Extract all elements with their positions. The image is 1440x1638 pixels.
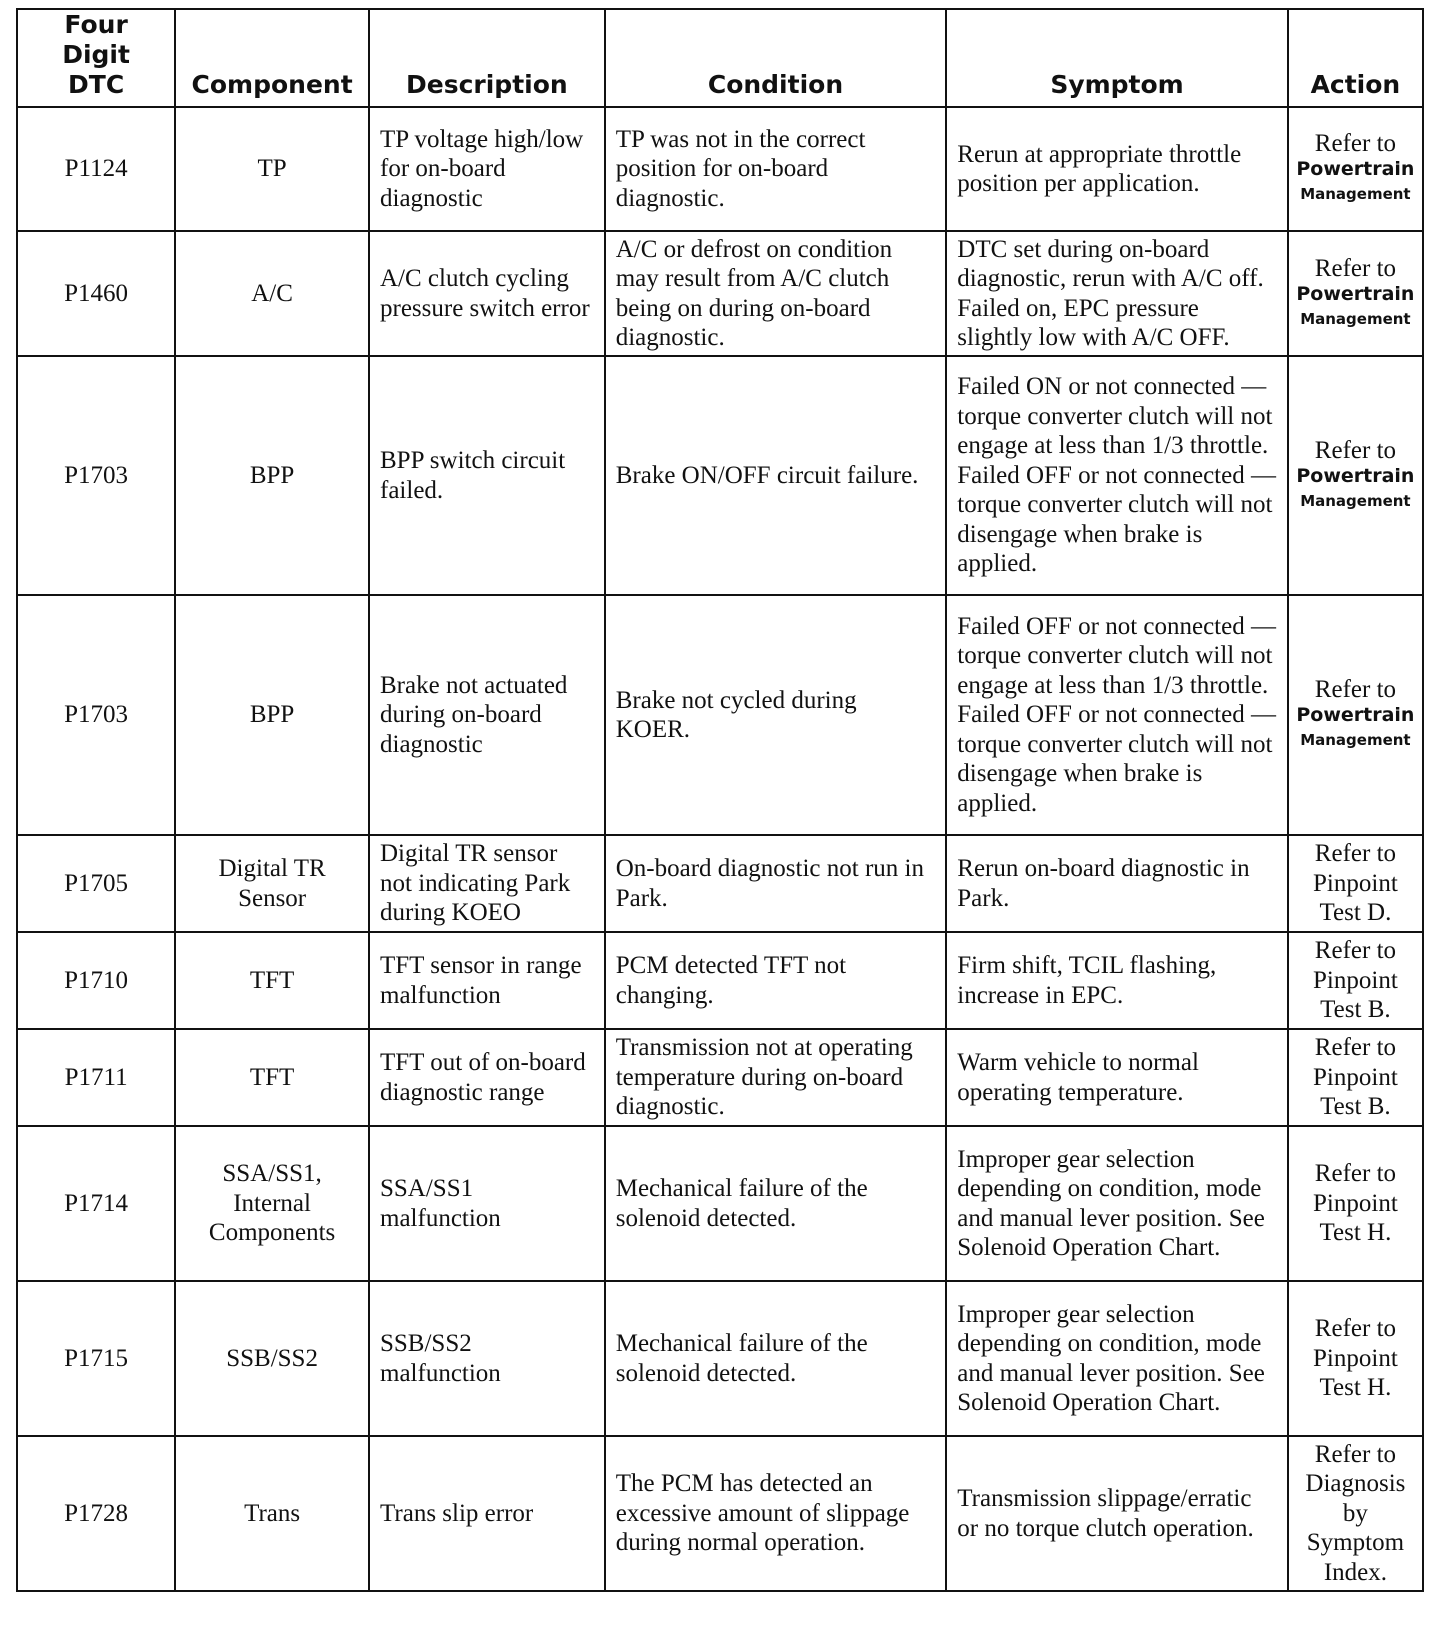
action-line: Pinpoint	[1313, 966, 1398, 994]
description-cell: BPP switch circuit failed.	[369, 356, 605, 595]
table-body	[17, 107, 1423, 1591]
action-line: Refer to	[1314, 676, 1397, 703]
table-row	[17, 1436, 1423, 1591]
action-line: Management	[1300, 185, 1411, 203]
condition-cell: A/C or defrost on condition may result from A/C clutch being on during on-board diagnostic.	[605, 231, 947, 356]
description-cell: TP voltage high/low for on-board diagnostic	[369, 107, 605, 231]
header-condition: Condition	[605, 9, 947, 107]
dtc-code-cell: P1711	[17, 1029, 175, 1126]
action-line: Refer to	[1314, 130, 1397, 157]
header-four-digit-dtc: Four Digit DTC	[17, 9, 175, 107]
header-description: Description	[369, 9, 605, 107]
description-cell: SSB/SS2 malfunction	[369, 1281, 605, 1436]
action-line: Test B.	[1320, 996, 1391, 1024]
table-row	[17, 595, 1423, 835]
action-cell	[1288, 107, 1423, 231]
table-row	[17, 1126, 1423, 1281]
description-cell: Brake not actuated during on-board diagnostic	[369, 595, 605, 835]
component-cell: Trans	[175, 1436, 369, 1591]
symptom-cell: Rerun on-board diagnostic in Park.	[946, 835, 1288, 932]
dtc-code-cell: P1728	[17, 1436, 175, 1591]
action-cell	[1288, 1126, 1423, 1281]
action-line: Powertrain	[1296, 282, 1415, 305]
dtc-code-cell: P1705	[17, 835, 175, 932]
condition-cell: Brake ON/OFF circuit failure.	[605, 356, 947, 595]
action-line: by	[1342, 1499, 1368, 1527]
symptom-cell: Rerun at appropriate throttle position per application.	[946, 107, 1288, 231]
description-cell: Trans slip error	[369, 1436, 605, 1591]
action-line: Management	[1300, 309, 1411, 328]
dtc-table	[16, 8, 1424, 1592]
action-line: Refer to	[1314, 840, 1397, 868]
action-line: Refer to	[1314, 1315, 1397, 1343]
dtc-code-cell: P1710	[17, 932, 175, 1029]
component-cell: TFT	[175, 932, 369, 1029]
header-component: Component	[175, 9, 369, 107]
action-line: Management	[1300, 731, 1411, 749]
action-line: Pinpoint	[1313, 1344, 1398, 1372]
description-cell: SSA/SS1 malfunction	[369, 1126, 605, 1281]
action-line: Powertrain	[1296, 158, 1415, 180]
header-symptom: Symptom	[946, 9, 1288, 107]
condition-cell: On-board diagnostic not run in Park.	[605, 835, 947, 932]
component-cell: BPP	[175, 595, 369, 835]
dtc-code-cell: P1715	[17, 1281, 175, 1436]
action-cell	[1288, 1029, 1423, 1126]
symptom-cell: DTC set during on-board diagnostic, rerun with A/C off. Failed on, EPC pressure slightly low with A/C OFF.	[946, 231, 1288, 356]
symptom-cell: Improper gear selection depending on condition, mode and manual lever position. See Solenoid Operation Chart.	[946, 1126, 1288, 1281]
action-line: Test H.	[1319, 1374, 1392, 1402]
dtc-code-cell: P1460	[17, 231, 175, 356]
action-cell	[1288, 231, 1423, 356]
symptom-cell: Improper gear selection depending on condition, mode and manual lever position. See Solenoid Operation Chart.	[946, 1281, 1288, 1436]
action-line: Management	[1300, 491, 1411, 510]
symptom-cell: Firm shift, TCIL flashing, increase in EPC.	[946, 932, 1288, 1029]
dtc-code-cell: P1703	[17, 356, 175, 595]
component-cell: TP	[175, 107, 369, 231]
description-cell: A/C clutch cycling pressure switch error	[369, 231, 605, 356]
condition-cell: PCM detected TFT not changing.	[605, 932, 947, 1029]
action-line: Refer to	[1314, 254, 1397, 282]
table-row	[17, 835, 1423, 932]
action-line: Test D.	[1319, 899, 1392, 927]
action-line: Refer to	[1314, 1034, 1397, 1062]
action-line: Diagnosis	[1305, 1470, 1406, 1498]
description-cell: TFT sensor in range malfunction	[369, 932, 605, 1029]
description-cell: Digital TR sensor not indicating Park during KOEO	[369, 835, 605, 932]
table-row	[17, 107, 1423, 231]
action-line: Refer to	[1314, 1440, 1397, 1468]
action-line: Powertrain	[1296, 464, 1415, 487]
dtc-code-cell: P1714	[17, 1126, 175, 1281]
table-row	[17, 1281, 1423, 1436]
action-line: Index.	[1323, 1558, 1387, 1586]
symptom-cell: Failed ON or not connected — torque converter clutch will not engage at less than 1/3 throttle. Failed OFF or not connected — torque converter clutch will not disengage when brake is applied.	[946, 356, 1288, 595]
action-line: Refer to	[1314, 436, 1397, 464]
action-cell	[1288, 356, 1423, 595]
component-cell: BPP	[175, 356, 369, 595]
table-row	[17, 1029, 1423, 1126]
symptom-cell: Failed OFF or not connected — torque converter clutch will not engage at less than 1/3 throttle. Failed OFF or not connected — torque converter clutch will not disengage when brake is applied.	[946, 595, 1288, 835]
symptom-cell: Transmission slippage/erratic or no torque clutch operation.	[946, 1436, 1288, 1591]
action-line: Test B.	[1320, 1093, 1391, 1121]
component-cell: SSA/SS1, Internal Components	[175, 1126, 369, 1281]
action-cell	[1288, 835, 1423, 932]
action-line: Pinpoint	[1313, 1063, 1398, 1091]
table-row	[17, 231, 1423, 356]
action-line: Powertrain	[1296, 704, 1415, 726]
symptom-cell: Warm vehicle to normal operating temperature.	[946, 1029, 1288, 1126]
condition-cell: The PCM has detected an excessive amount of slippage during normal operation.	[605, 1436, 947, 1591]
action-line: Symptom	[1306, 1529, 1405, 1557]
header-row	[17, 9, 1423, 107]
action-line: Test H.	[1319, 1219, 1392, 1247]
action-line: Pinpoint	[1313, 869, 1398, 897]
condition-cell: Mechanical failure of the solenoid detected.	[605, 1281, 947, 1436]
component-cell: SSB/SS2	[175, 1281, 369, 1436]
action-line: Pinpoint	[1313, 1189, 1398, 1217]
dtc-code-cell: P1124	[17, 107, 175, 231]
action-cell	[1288, 595, 1423, 835]
component-cell: TFT	[175, 1029, 369, 1126]
condition-cell: Brake not cycled during KOER.	[605, 595, 947, 835]
component-cell: Digital TR Sensor	[175, 835, 369, 932]
header-action: Action	[1288, 9, 1423, 107]
condition-cell: Transmission not at operating temperature during on-board diagnostic.	[605, 1029, 947, 1126]
condition-cell: Mechanical failure of the solenoid detected.	[605, 1126, 947, 1281]
table-row	[17, 356, 1423, 595]
action-line: Refer to	[1314, 1160, 1397, 1188]
action-cell	[1288, 1281, 1423, 1436]
condition-cell: TP was not in the correct position for on-board diagnostic.	[605, 107, 947, 231]
dtc-code-cell: P1703	[17, 595, 175, 835]
table-row	[17, 932, 1423, 1029]
action-cell	[1288, 932, 1423, 1029]
component-cell: A/C	[175, 231, 369, 356]
action-line: Refer to	[1314, 937, 1397, 965]
action-cell	[1288, 1436, 1423, 1591]
description-cell: TFT out of on-board diagnostic range	[369, 1029, 605, 1126]
